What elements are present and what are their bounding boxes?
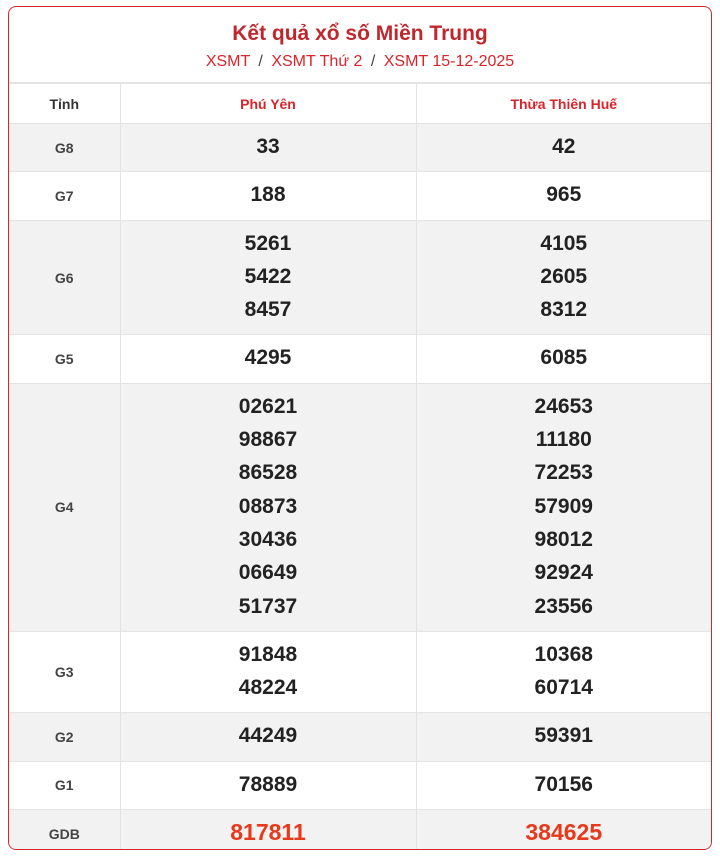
result-number: 11180 xyxy=(535,428,592,452)
result-number: 42 xyxy=(552,135,576,158)
result-number: 86528 xyxy=(238,461,298,485)
result-number: 78889 xyxy=(238,772,298,796)
breadcrumb xyxy=(9,50,711,74)
result-number: 92924 xyxy=(534,561,593,585)
breadcrumb-separator: / xyxy=(258,53,263,70)
result-number: 51737 xyxy=(238,594,298,618)
result-number: 98867 xyxy=(238,428,298,452)
result-cell-phu-yen xyxy=(120,713,416,761)
prize-label: G1 xyxy=(9,761,120,809)
result-cell-thua-thien-hue xyxy=(416,172,711,220)
table-row xyxy=(9,631,711,713)
result-number: 8457 xyxy=(244,298,292,322)
result-cell-thua-thien-hue xyxy=(416,220,711,335)
prize-label: G5 xyxy=(9,335,120,383)
result-cell-thua-thien-hue xyxy=(416,383,711,631)
result-cell-phu-yen xyxy=(120,172,416,220)
breadcrumb-separator: / xyxy=(370,53,376,70)
result-number: 70156 xyxy=(534,772,593,796)
page-title: Kết quả xổ số Miền Trung xyxy=(232,22,488,45)
result-cell-thua-thien-hue xyxy=(416,810,711,850)
breadcrumb-link-xsmt-thu-2[interactable]: XSMT Thứ 2 xyxy=(271,53,363,70)
result-number: 06649 xyxy=(238,561,298,585)
results-table xyxy=(9,83,711,850)
result-number: 2605 xyxy=(540,264,588,288)
result-number: 02621 xyxy=(238,394,298,418)
table-row xyxy=(9,335,711,383)
result-cell-thua-thien-hue xyxy=(416,761,711,809)
breadcrumb-link-xsmt[interactable]: XSMT xyxy=(205,53,250,70)
result-number: 8312 xyxy=(540,298,588,322)
prize-label: G4 xyxy=(9,383,120,631)
result-cell-phu-yen xyxy=(120,335,416,383)
result-number: 48224 xyxy=(238,676,298,700)
column-header-thua-thien-hue[interactable]: Thừa Thiên Huế xyxy=(416,84,711,124)
breadcrumb-link-xsmt-date[interactable]: XSMT 15-12-2025 xyxy=(383,53,515,70)
result-number: 23556 xyxy=(534,594,593,618)
table-row xyxy=(9,172,711,220)
result-number: 44249 xyxy=(238,724,298,748)
result-number: 33 xyxy=(256,135,280,158)
table-row xyxy=(9,761,711,809)
result-cell-thua-thien-hue xyxy=(416,335,711,383)
result-cell-phu-yen xyxy=(120,220,416,335)
table-row xyxy=(9,383,711,631)
result-number: 57909 xyxy=(534,494,593,518)
result-number: 6085 xyxy=(540,346,588,370)
prize-label: G3 xyxy=(9,631,120,713)
result-number: 5261 xyxy=(244,231,292,255)
result-cell-phu-yen xyxy=(120,124,416,172)
result-number: 30436 xyxy=(238,527,298,551)
result-number: 59391 xyxy=(534,724,593,748)
result-number: 72253 xyxy=(534,461,593,485)
prize-label: G7 xyxy=(9,172,120,220)
table-row xyxy=(9,810,711,850)
prize-label: G2 xyxy=(9,713,120,761)
prize-label: G8 xyxy=(9,124,120,172)
results-header xyxy=(9,7,711,83)
prize-label: G6 xyxy=(9,220,120,335)
table-row xyxy=(9,124,711,172)
result-cell-thua-thien-hue xyxy=(416,631,711,713)
table-row xyxy=(9,220,711,335)
result-number: 60714 xyxy=(534,676,593,700)
column-header-province-label: Tỉnh xyxy=(9,84,120,124)
result-number: 188 xyxy=(250,183,286,207)
result-number: 24653 xyxy=(534,394,593,418)
result-number: 4105 xyxy=(540,231,588,255)
prize-label: GDB xyxy=(9,810,120,850)
special-prize-number: 384625 xyxy=(525,819,603,846)
result-number: 965 xyxy=(546,183,582,207)
table-header-row xyxy=(9,84,711,124)
result-cell-thua-thien-hue xyxy=(416,124,711,172)
result-cell-phu-yen xyxy=(120,810,416,850)
result-number: 5422 xyxy=(244,264,292,288)
results-card xyxy=(8,6,712,850)
special-prize-number: 817811 xyxy=(230,819,306,846)
result-number: 08873 xyxy=(238,494,298,518)
result-number: 4295 xyxy=(244,346,292,370)
result-number: 91848 xyxy=(238,642,298,666)
result-cell-phu-yen xyxy=(120,631,416,713)
result-number: 10368 xyxy=(534,642,593,666)
result-cell-thua-thien-hue xyxy=(416,713,711,761)
table-row xyxy=(9,713,711,761)
result-cell-phu-yen xyxy=(120,383,416,631)
result-cell-phu-yen xyxy=(120,761,416,809)
result-number: 98012 xyxy=(534,527,593,551)
column-header-phu-yen[interactable]: Phú Yên xyxy=(120,84,416,124)
